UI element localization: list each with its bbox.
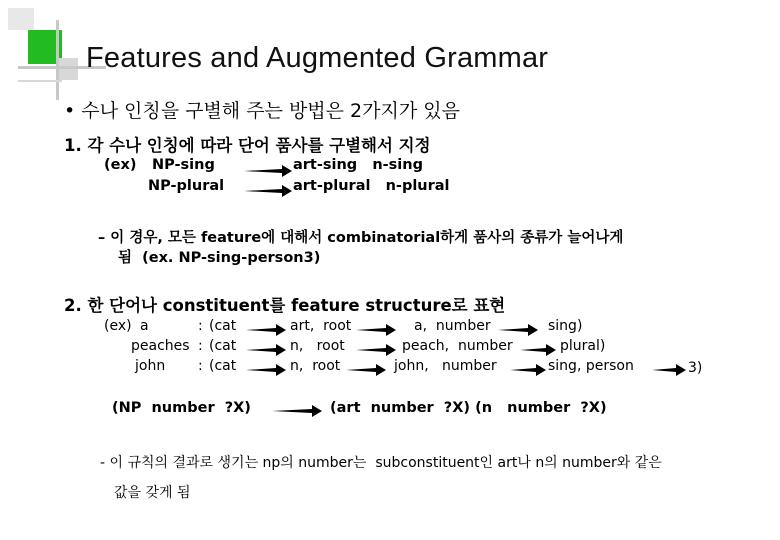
corner-rule-horizontal-2 [18,80,62,82]
row-john-c2: john, number [394,358,497,374]
row-peaches-c3: plural) [560,338,606,354]
row-a-c2: a, number [414,318,491,334]
row-john-c1: n, root [290,358,341,374]
item2-heading: 2. 한 단어나 constituent를 feature structure로 표현 [64,296,506,315]
row-a-sep: : [198,318,203,334]
arrow-icon [246,342,286,358]
arrow-icon [520,342,556,358]
corner-square-grey [58,58,78,80]
row-a-cat: (cat [209,318,237,334]
arrow-icon [244,163,292,179]
row-john-c3: sing, person [548,358,634,374]
item2-ex-label: (ex) [104,318,132,334]
item1-ex-right-2: art-plural n-plural [293,178,450,194]
row-peaches-c1: n, root [290,338,345,354]
arrow-icon [510,362,546,378]
row-john-word: john [135,358,166,374]
item1-note-line-2: 됨 (ex. NP-sing-person3) [118,250,321,266]
footnote-line-1: - 이 규칙의 결과로 생기는 np의 number는 subconstituent인 art나 n의 number와 같은 [100,455,662,471]
main-bullet: • 수나 인칭을 구별해 주는 방법은 2가지가 있음 [64,100,460,122]
arrow-icon [346,362,386,378]
row-peaches-cat: (cat [209,338,237,354]
row-john-c4: 3) [688,360,703,376]
row-a-c1: art, root [290,318,352,334]
arrow-icon [272,403,322,419]
row-peaches-word: peaches [131,338,190,354]
item1-ex-right-1: art-sing n-sing [293,157,423,173]
corner-rule-vertical [56,20,59,100]
row-a-word: a [140,318,149,334]
arrow-icon [498,322,538,338]
row-peaches-sep: : [198,338,203,354]
arrow-icon [356,342,396,358]
row-john-cat: (cat [209,358,237,374]
rule-left: (NP number ?X) [112,400,251,416]
row-a-c3: sing) [548,318,583,334]
arrow-icon [246,362,286,378]
item1-ex-left-2: NP-plural [148,178,225,194]
rule-right: (art number ?X) (n number ?X) [330,400,607,416]
item1-note-line-1: – 이 경우, 모든 feature에 대해서 combinatorial하게 품사의 종류가 늘어나게 [98,230,624,246]
row-john-sep: : [198,358,203,374]
slide-title: Features and Augmented Grammar [86,42,549,74]
arrow-icon [356,322,396,338]
arrow-icon [244,183,292,199]
item1-ex-label: (ex) [104,157,137,173]
item1-heading: 1. 각 수나 인칭에 따라 단어 품사를 구별해서 지정 [64,136,431,155]
corner-square-green-small [8,8,34,30]
arrow-icon [246,322,286,338]
item1-ex-left-1: NP-sing [152,157,215,173]
arrow-icon [652,362,686,378]
footnote-line-2: 값을 갖게 됨 [114,485,191,501]
row-peaches-c2: peach, number [402,338,513,354]
